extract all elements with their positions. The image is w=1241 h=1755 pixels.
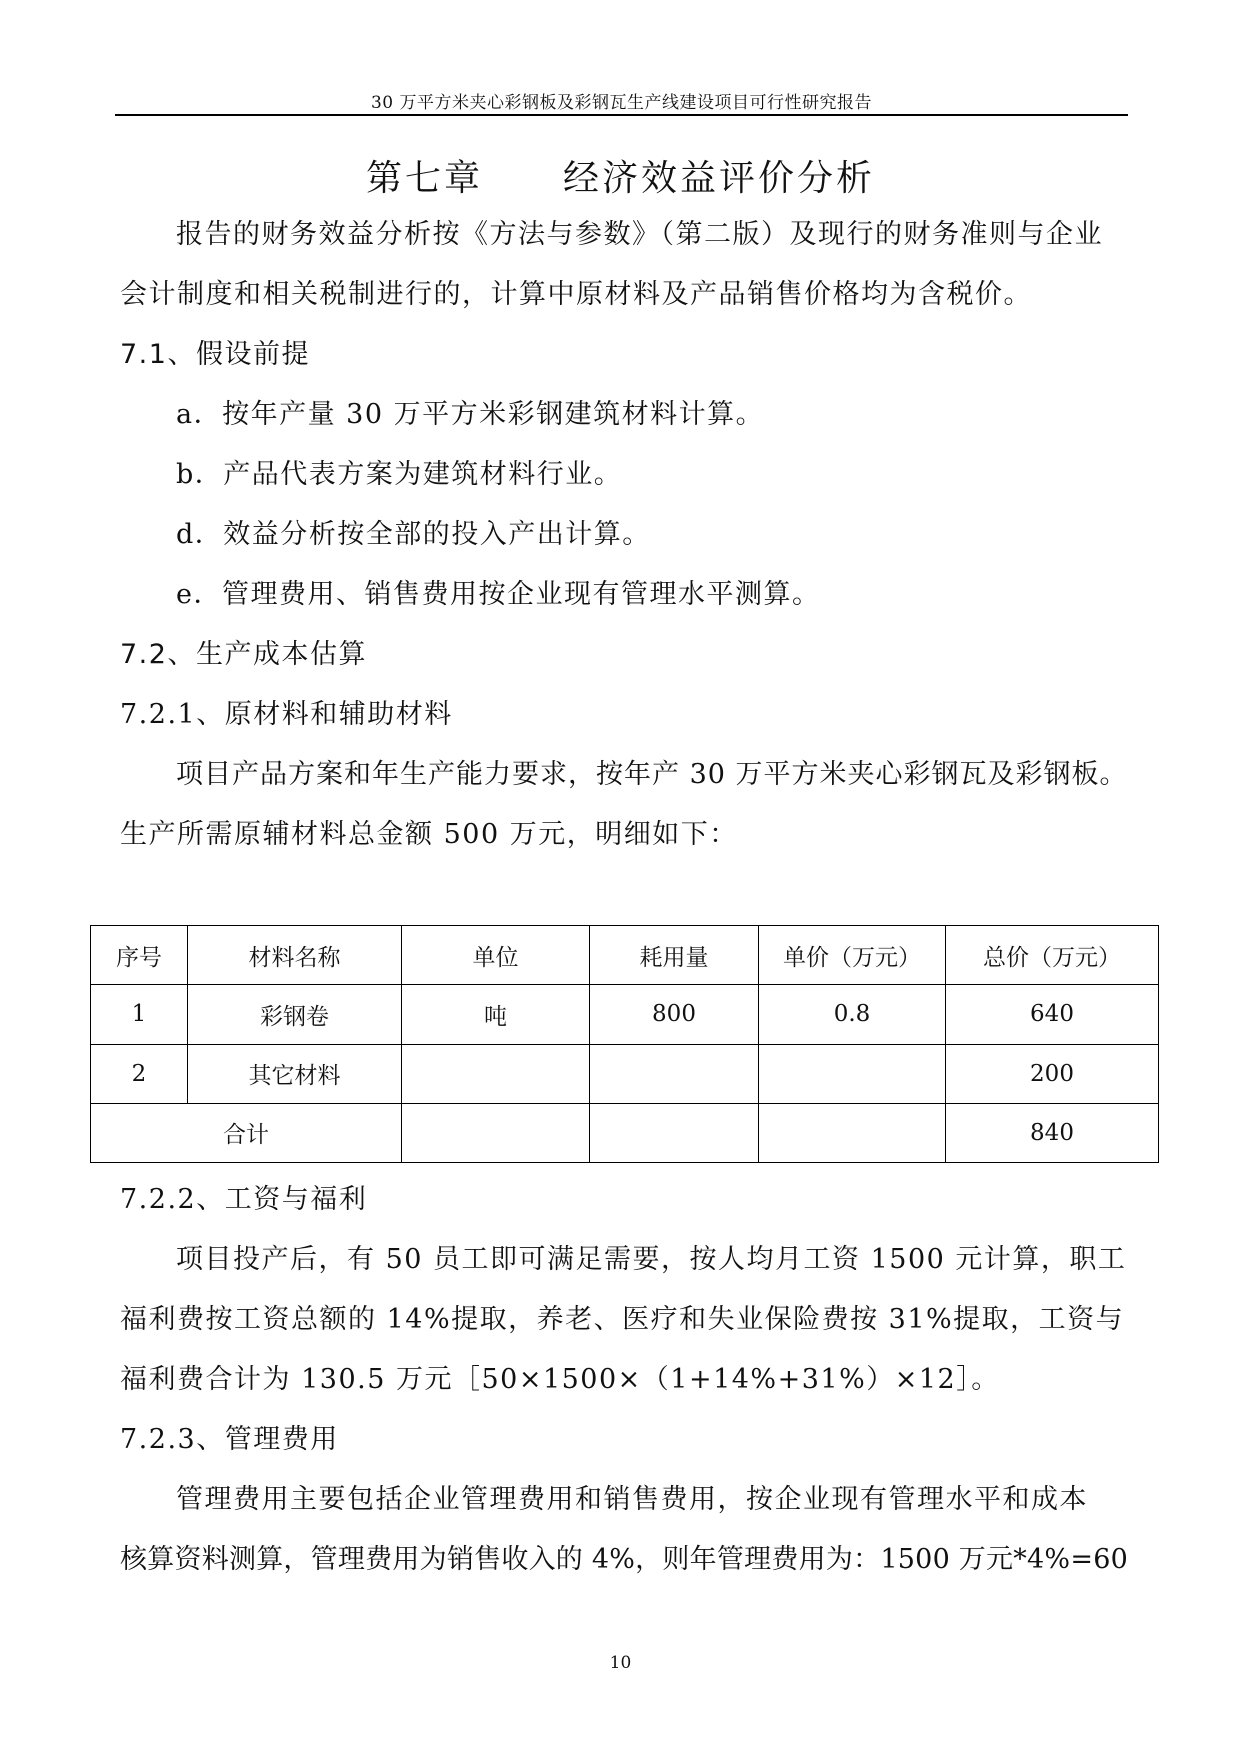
assumption-item: a．按年产量 30 万平方米彩钢建筑材料计算。 [176, 399, 765, 430]
running-header: 30 万平方米夹心彩钢板及彩钢瓦生产线建设项目可行性研究报告 [370, 93, 873, 113]
subsection-7-2-1-heading: 7.2.1、原材料和辅助材料 [120, 699, 453, 730]
table-cell: 吨 [402, 985, 590, 1044]
subsection-7-2-2-heading: 7.2.2、工资与福利 [120, 1184, 368, 1215]
chapter-title [0, 150, 1241, 201]
header-cell-unit: 单位 [402, 926, 590, 985]
section-7-2-heading: 7.2、生产成本估算 [120, 639, 367, 670]
table-cell [590, 1103, 759, 1162]
header-cell-qty: 耗用量 [590, 926, 759, 985]
materials-table [90, 925, 1159, 1163]
table-cell [402, 1044, 590, 1103]
table-cell [759, 1044, 946, 1103]
assumption-item: b．产品代表方案为建筑材料行业。 [176, 459, 623, 490]
table-cell [590, 1044, 759, 1103]
assumption-item: d．效益分析按全部的投入产出计算。 [176, 519, 651, 550]
table-cell: 200 [946, 1044, 1159, 1103]
table-cell [402, 1103, 590, 1162]
header-cell-name: 材料名称 [188, 926, 402, 985]
section-7-1-heading: 7.1、假设前提 [120, 339, 310, 370]
table-total-row [91, 1103, 1159, 1162]
total-label-cell: 合计 [91, 1103, 402, 1162]
subsection-7-2-3-heading: 7.2.3、管理费用 [120, 1424, 339, 1455]
table-cell: 640 [946, 985, 1159, 1044]
table-cell: 其它材料 [188, 1044, 402, 1103]
header-rule [115, 114, 1128, 116]
header-cell-unit-price: 单价（万元） [759, 926, 946, 985]
table-row [91, 985, 1159, 1044]
table-cell [759, 1103, 946, 1162]
intro-line-2: 会计制度和相关税制进行的，计算中原材料及产品销售价格均为含税价。 [120, 279, 1032, 310]
table-header-row [91, 926, 1159, 985]
total-sum-cell: 840 [946, 1103, 1159, 1162]
materials-line-2: 生产所需原辅材料总金额 500 万元，明细如下： [120, 819, 738, 850]
chapter-name: 经济效益评价分析 [563, 158, 876, 199]
header-cell-total-price: 总价（万元） [946, 926, 1159, 985]
mgmt-line-1: 管理费用主要包括企业管理费用和销售费用，按企业现有管理水平和成本 [176, 1484, 1088, 1515]
page-number: 10 [609, 1653, 632, 1673]
mgmt-line-2: 核算资料测算，管理费用为销售收入的 4%，则年管理费用为：1500 万元*4%=60 [120, 1544, 1129, 1575]
intro-line-1: 报告的财务效益分析按《方法与参数》（第二版）及现行的财务准则与企业 [176, 219, 1103, 250]
table-row [91, 1044, 1159, 1103]
chapter-number: 第七章 [365, 158, 483, 199]
assumption-item: e．管理费用、销售费用按企业现有管理水平测算。 [176, 579, 821, 610]
table-cell: 1 [91, 985, 188, 1044]
table-cell: 2 [91, 1044, 188, 1103]
table-cell: 800 [590, 985, 759, 1044]
materials-line-1: 项目产品方案和年生产能力要求，按年产 30 万平方米夹心彩钢瓦及彩钢板。 [176, 759, 1128, 790]
table-cell: 彩钢卷 [188, 985, 402, 1044]
wages-line-3: 福利费合计为 130.5 万元［50×1500×（1+14%+31%）×12］。 [120, 1364, 1000, 1395]
wages-line-2: 福利费按工资总额的 14%提取，养老、医疗和失业保险费按 31%提取，工资与 [120, 1304, 1125, 1335]
header-cell-index: 序号 [91, 926, 188, 985]
wages-line-1: 项目投产后，有 50 员工即可满足需要，按人均月工资 1500 元计算，职工 [176, 1244, 1127, 1275]
table-cell: 0.8 [759, 985, 946, 1044]
